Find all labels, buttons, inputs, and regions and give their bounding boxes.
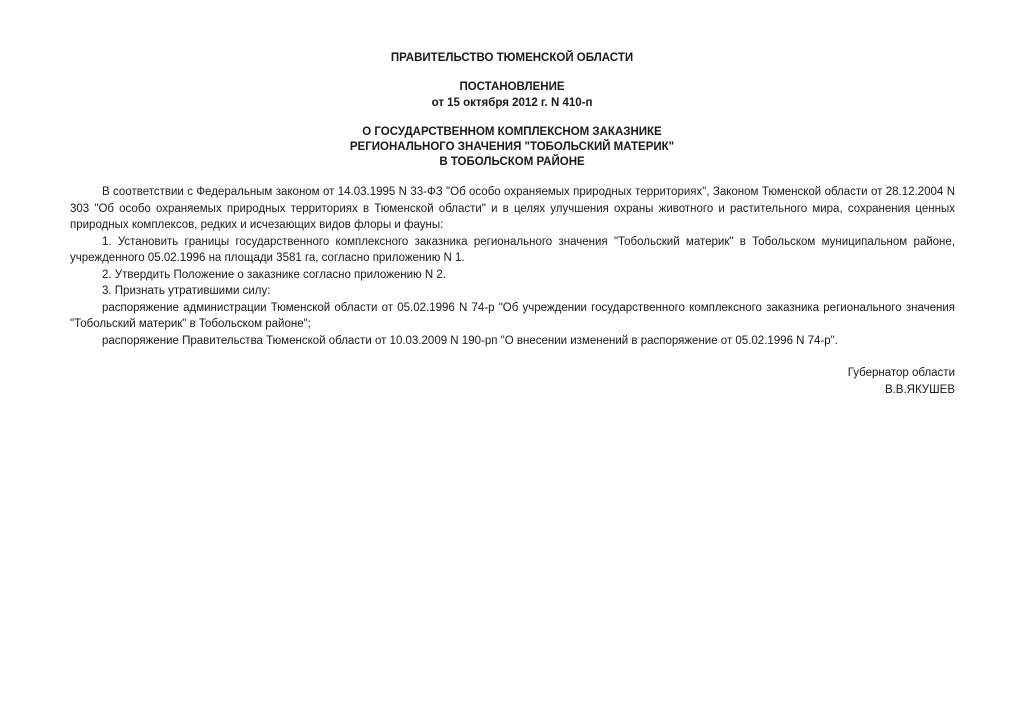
signatory-position: Губернатор области — [847, 367, 955, 379]
subject-line: РЕГИОНАЛЬНОГО ЗНАЧЕНИЯ "ТОБОЛЬСКИЙ МАТЕРИК" — [349, 141, 675, 153]
document-date-number: от 15 октября 2012 г. N 410-п — [431, 97, 593, 109]
signatory-name: В.В.ЯКУШЕВ — [884, 383, 955, 396]
signature-block — [848, 365, 955, 398]
clause-1-paragraph: 1. Установить границы государственного комплексного заказника регионального значения "Тобольский материк" в Тобольском муниципальном районе, учрежденного 05.02.1996 на площади 3581 га, согласно приложению N 1. — [70, 235, 955, 264]
subject-line: В ТОБОЛЬСКОМ РАЙОНЕ — [439, 156, 585, 168]
document-subject — [0, 125, 1024, 170]
repealed-act-2-paragraph: распоряжение Правительства Тюменской области от 10.03.2009 N 190-рп "О внесении изменений в распоряжение от 05.02.1996 N 74-р". — [102, 334, 838, 347]
clause-2-paragraph: 2. Утвердить Положение о заказнике согласно приложению N 2. — [102, 268, 446, 281]
repealed-act-1-paragraph: распоряжение администрации Тюменской области от 05.02.1996 N 74-р "Об учреждении государственного комплексного заказника регионального значения "Тобольский материк" в Тобольском районе"; — [70, 301, 955, 330]
preamble-paragraph: В соответствии с Федеральным законом от 14.03.1995 N 33-ФЗ "Об особо охраняемых природных территориях", Законом Тюменской области от 28.12.2004 N 303 "Об особо охраняемых природных территориях в Тюменской области" и в целях улучшения охраны животного и растительного мира, сохранения ценных природных комплексов, редких и исчезающих видов флоры и фауны: — [70, 186, 955, 231]
document-body — [70, 184, 955, 349]
clause-3-paragraph: 3. Признать утратившими силу: — [102, 285, 271, 297]
organization-heading: ПРАВИТЕЛЬСТВО ТЮМЕНСКОЙ ОБЛАСТИ — [390, 52, 634, 64]
subject-line: О ГОСУДАРСТВЕННОМ КОМПЛЕКСНОМ ЗАКАЗНИКЕ — [362, 126, 662, 138]
document-type-heading: ПОСТАНОВЛЕНИЕ — [459, 81, 565, 93]
